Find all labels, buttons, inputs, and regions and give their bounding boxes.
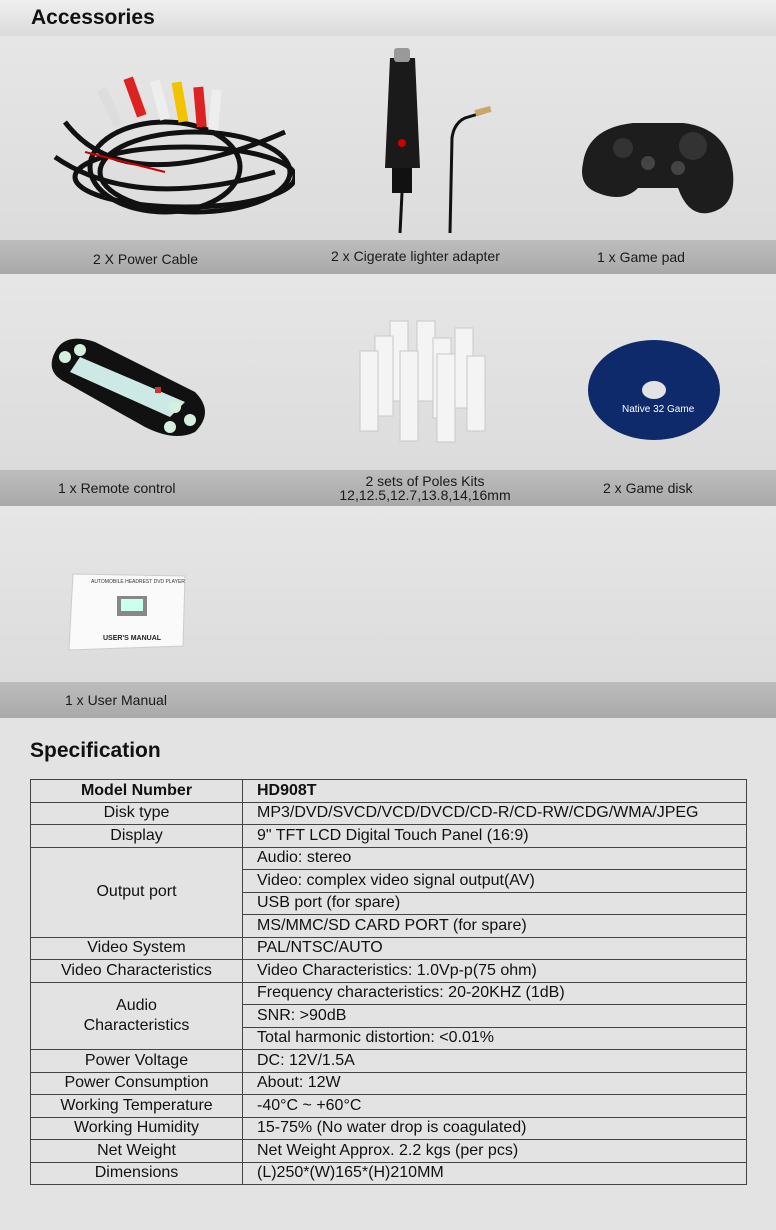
caption-remote-control: 1 x Remote control <box>58 480 176 496</box>
table-row <box>31 937 747 960</box>
specification-table <box>30 779 747 1185</box>
caption-game-disk: 2 x Game disk <box>603 480 693 496</box>
table-row <box>31 1095 747 1118</box>
caption-poles-kits-line1: 2 sets of Poles Kits <box>365 473 485 489</box>
spec-value: Frequency characteristics: 20-20KHZ (1dB) <box>243 982 747 1005</box>
table-row <box>31 802 747 825</box>
remote-control-image <box>45 332 210 442</box>
spec-value: Net Weight Approx. 2.2 kgs (per pcs) <box>243 1140 747 1163</box>
spec-value: About: 12W <box>243 1072 747 1095</box>
table-row <box>31 1162 747 1185</box>
spec-key: Display <box>31 825 243 848</box>
caption-game-pad: 1 x Game pad <box>597 249 685 265</box>
table-row <box>31 1050 747 1073</box>
table-row <box>31 982 747 1005</box>
disk-label: Native 32 Game <box>622 404 695 415</box>
spec-value: HD908T <box>243 780 747 803</box>
spec-key: Disk type <box>31 802 243 825</box>
specification-title: Specification <box>30 739 161 762</box>
caption-poles-kits <box>335 474 515 502</box>
spec-key: Video Characteristics <box>31 960 243 983</box>
spec-value: MS/MMC/SD CARD PORT (for spare) <box>243 915 747 938</box>
table-row <box>31 1140 747 1163</box>
spec-key: Output port <box>31 847 243 937</box>
spec-value: Video Characteristics: 1.0Vp-p(75 ohm) <box>243 960 747 983</box>
spec-key-audio <box>31 982 243 1050</box>
cigarette-lighter-adapter-image <box>370 48 500 238</box>
table-row <box>31 825 747 848</box>
accessories-header <box>0 0 776 36</box>
spec-key: Model Number <box>31 780 243 803</box>
spec-key: Video System <box>31 937 243 960</box>
spec-value: USB port (for spare) <box>243 892 747 915</box>
table-row <box>31 780 747 803</box>
caption-poles-kits-line2: 12,12.5,12.7,13.8,14,16mm <box>339 487 511 503</box>
spec-key: Working Humidity <box>31 1117 243 1140</box>
spec-value: Video: complex video signal output(AV) <box>243 870 747 893</box>
spec-value: (L)250*(W)165*(H)210MM <box>243 1162 747 1185</box>
spec-value: -40°C ~ +60°C <box>243 1095 747 1118</box>
table-row <box>31 847 747 870</box>
spec-value: PAL/NTSC/AUTO <box>243 937 747 960</box>
spec-key: Net Weight <box>31 1140 243 1163</box>
user-manual-image <box>65 570 190 652</box>
poles-kits-image <box>355 316 495 448</box>
manual-header: AUTOMOBILE HEADREST DVD PLAYER <box>91 579 185 585</box>
spec-key-line2: Characteristics <box>83 1016 190 1034</box>
spec-key: Dimensions <box>31 1162 243 1185</box>
caption-user-manual: 1 x User Manual <box>65 692 167 708</box>
manual-title: USER'S MANUAL <box>103 635 162 642</box>
spec-key-line1: Audio <box>116 996 157 1014</box>
spec-value: SNR: >90dB <box>243 1005 747 1028</box>
game-pad-image <box>578 108 738 218</box>
spec-key: Power Voltage <box>31 1050 243 1073</box>
spec-value: DC: 12V/1.5A <box>243 1050 747 1073</box>
game-disk-image <box>586 338 722 442</box>
accessories-title: Accessories <box>31 6 155 29</box>
table-row <box>31 1117 747 1140</box>
spec-value: MP3/DVD/SVCD/VCD/DVCD/CD-R/CD-RW/CDG/WMA/JPEG <box>243 802 747 825</box>
table-row <box>31 1072 747 1095</box>
table-row <box>31 960 747 983</box>
spec-key: Working Temperature <box>31 1095 243 1118</box>
power-cable-image <box>45 62 295 232</box>
spec-value: 9" TFT LCD Digital Touch Panel (16:9) <box>243 825 747 848</box>
spec-key: Power Consumption <box>31 1072 243 1095</box>
caption-lighter-adapter: 2 x Cigerate lighter adapter <box>331 248 500 264</box>
spec-value: 15-75% (No water drop is coagulated) <box>243 1117 747 1140</box>
spec-value: Audio: stereo <box>243 847 747 870</box>
caption-power-cable: 2 X Power Cable <box>93 251 199 267</box>
spec-value: Total harmonic distortion: <0.01% <box>243 1027 747 1050</box>
